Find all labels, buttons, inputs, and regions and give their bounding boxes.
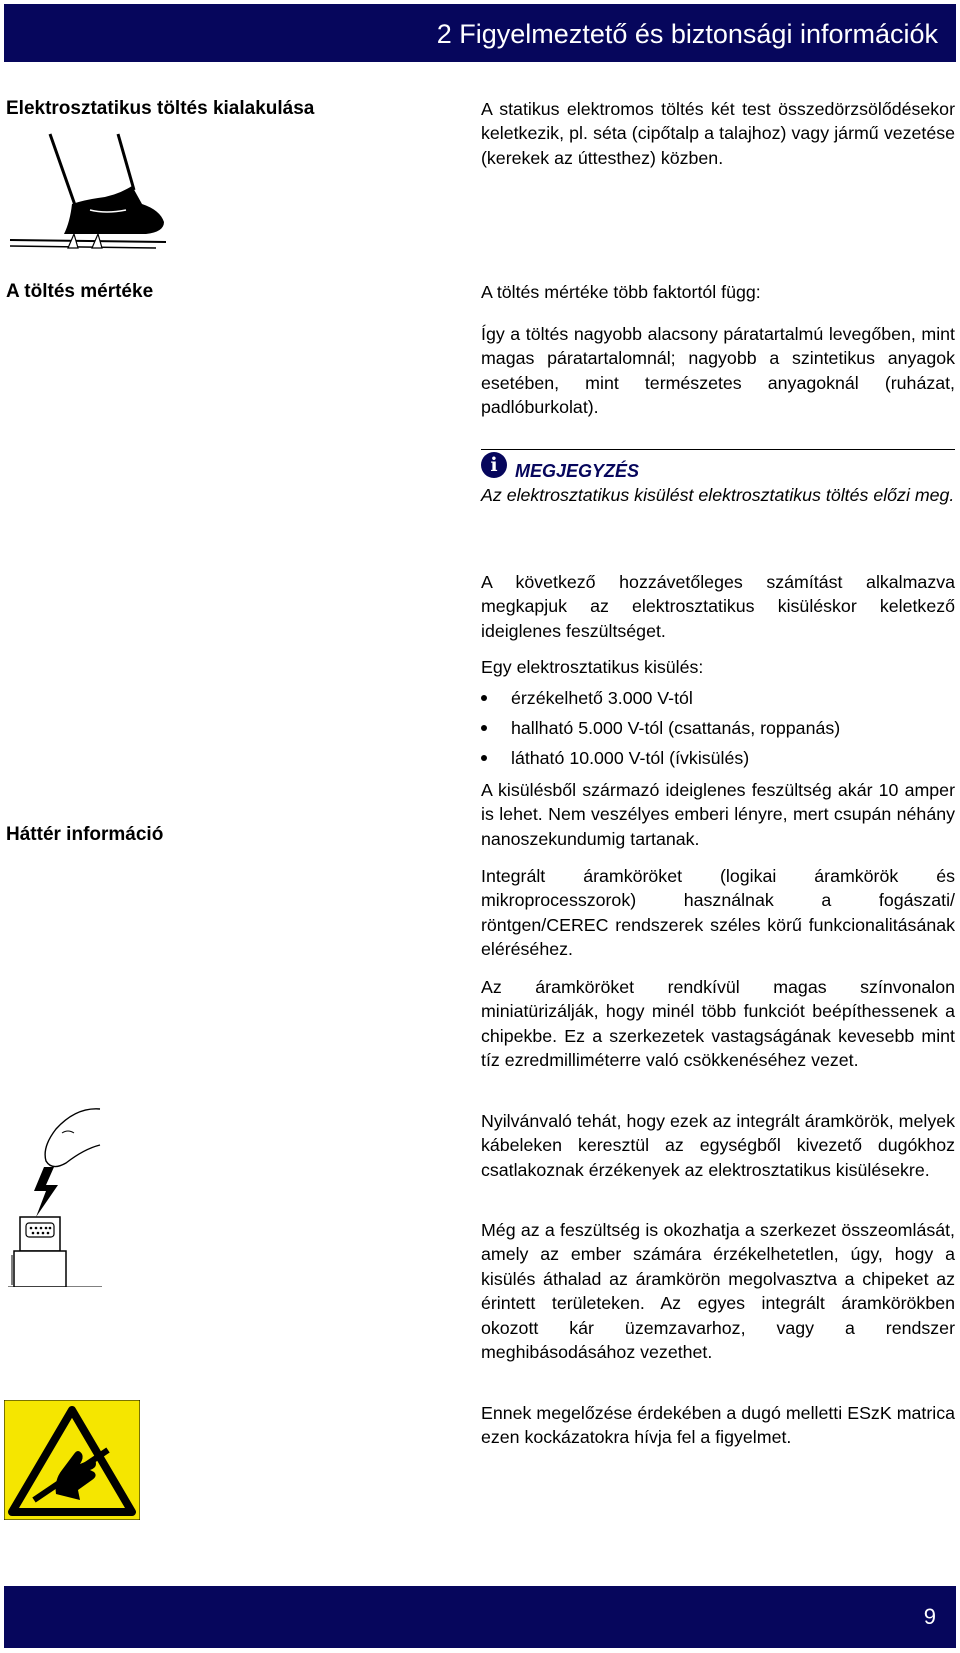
page-title: 2 Figyelmeztető és biztonsági információk (436, 19, 938, 49)
page-header (4, 4, 956, 62)
bullet-icon (481, 695, 487, 701)
label-background: Háttér információ (6, 824, 164, 845)
paragraph-charge-factors: A töltés mértéke több faktortól függ: (481, 282, 761, 302)
paragraph-miniaturization: Az áramköröket rendkívül magas színvonalon miniatürizálják, hogy minél több funkciót beépíthessenek a chipekbe. Ez a szerkezetek vastagságának kevesebb mint tíz ezredmilliméterre való csökkenéséhez vezet. (481, 977, 955, 1071)
page-number: 9 (923, 1604, 936, 1629)
paragraph-integrated-circuits: Integrált áramköröket (logikai áramkörök és mikroprocesszorok) használnak a fogászati/ röntgen/CEREC rendszerek széles körű funkcionalitásának eléréséhez. (481, 866, 955, 960)
bullet-icon (481, 755, 487, 761)
paragraph-damage: Még az a feszültség is okozhatja a szerkezet összeomlását, amely az ember számára érzékelhetetlen, úgy, hogy a kisülés áthalad az áramkörön megolvasztva a chipeket az érintett területeken. Az egyes integrált áramkörökben okozott kár üzemzavarhoz, vagy a rendszer meghibásodásához vezethet. (481, 1220, 955, 1363)
label-electrostatic: Elektrosztatikus töltés kialakulása (6, 98, 315, 119)
note-title: MEGJEGYZÉS (515, 461, 640, 481)
shoe-friction-illustration (6, 130, 166, 260)
note-divider (481, 449, 955, 450)
esd-warning-sign (4, 1400, 140, 1520)
paragraph-sensitivity: Nyilvánvaló tehát, hogy ezek az integrált áramkörök, melyek kábeleken keresztül az egységből kivezető dugókhoz csatlakoznak érzékenyek az elektrosztatikus kisülésekre. (481, 1111, 955, 1180)
paragraph-static-charge: A statikus elektromos töltés két test összedörzsölődésekor keletkezik, pl. séta (cipőtalp a talajhoz) vagy jármű vezetése (kerekek az úttesthez) közben. (481, 99, 955, 168)
paragraph-transient-voltage: A kisülésből származó ideiglenes feszültség akár 10 amper is lehet. Nem veszélyes emberi lényre, mert csupán néhány nanoszekundumig tartanak. (481, 780, 955, 849)
info-icon: i (481, 452, 507, 478)
page-footer (4, 1586, 956, 1648)
paragraph-calculation: A következő hozzávetőleges számítást alkalmazva megkapjuk az elektrosztatikus kisüléskor keletkező ideiglenes feszültséget. (481, 572, 955, 641)
paragraph-discharge-intro: Egy elektrosztatikus kisülés: (481, 657, 704, 677)
finger-discharge-connector-illustration (4, 1105, 104, 1287)
note-text: Az elektrosztatikus kisülést elektrosztatikus töltés előzi meg. (481, 485, 955, 505)
label-charge-level: A töltés mértéke (6, 281, 154, 302)
paragraph-humidity: Így a töltés nagyobb alacsony páratartalmú levegőben, mint magas páratartalomnál; nagyobb a szintetikus anyagok esetében, mint természetes anyagoknál (ruházat, padlóburkolat). (481, 324, 955, 418)
paragraph-esd-label: Ennek megelőzése érdekében a dugó melletti ESzK matrica ezen kockázatokra hívja fel a figyelmet. (481, 1403, 955, 1448)
bullet-icon (481, 725, 487, 731)
